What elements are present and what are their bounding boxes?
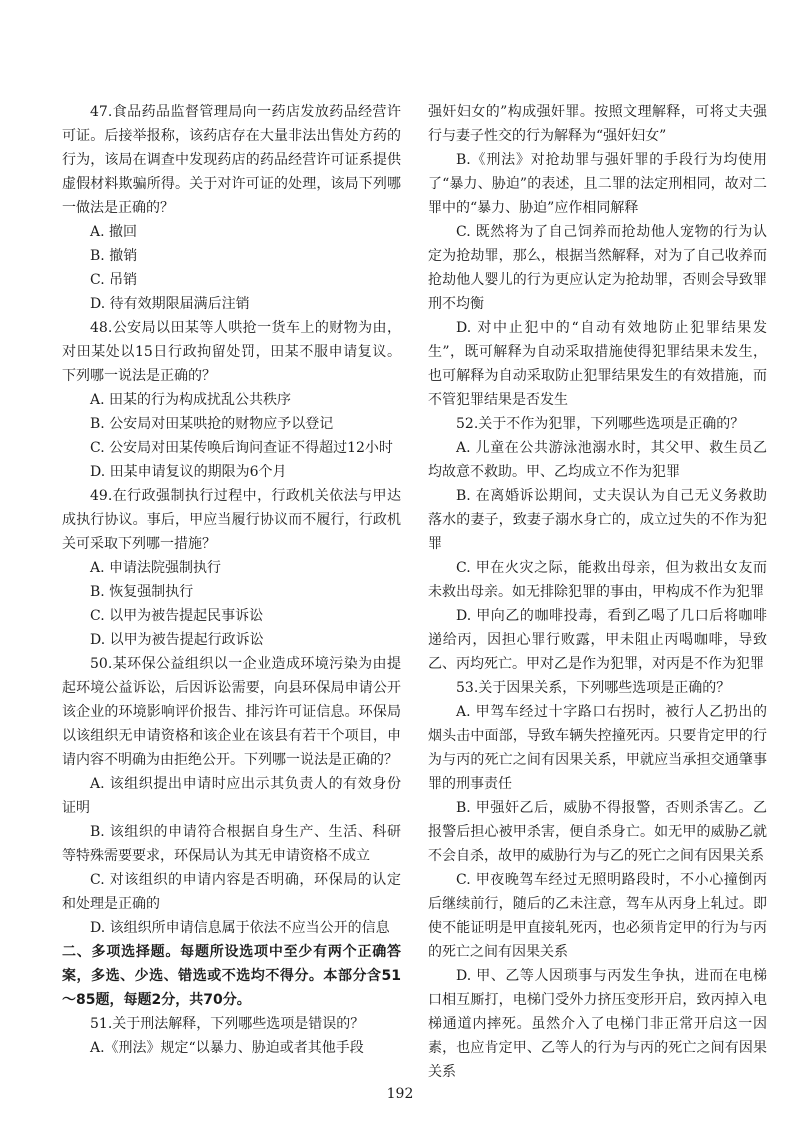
paragraph: D. 该组织所申请信息属于依法不应当公开的信息 — [90, 920, 390, 936]
paragraph: C. 以甲为被告提起民事诉讼 — [90, 608, 264, 624]
paragraph: B. 甲强奸乙后，威胁不得报警，否则杀害乙。乙报警后担心被甲杀害，便自杀身亡。如无甲的威胁乙就不会自杀，故甲的威胁行为与乙的死亡之间有因果关系 — [428, 800, 767, 864]
paragraph: C. 吊销 — [90, 272, 138, 288]
paragraph: C. 甲夜晚驾车经过无照明路段时，不小心撞倒丙后继续前行，随后的乙未注意，驾车从丙身上轧过。即使不能证明是甲直接轧死丙，也必须肯定甲的行为与丙的死亡之间有因果关系 — [428, 872, 767, 960]
paragraph: B. 恢复强制执行 — [90, 584, 194, 600]
paragraph: A. 儿童在公共游泳池溺水时，其父甲、救生员乙均故意不救助。甲、乙均成立不作为犯罪 — [428, 440, 767, 480]
paragraph: B. 在离婚诉讼期间，丈夫误认为自己无义务救助落水的妻子，致妻子溺水身亡的，成立过失的不作为犯罪 — [428, 488, 767, 552]
paragraph: 49.在行政强制执行过程中，行政机关依法与甲达成执行协议。事后，甲应当履行协议而不履行，行政机关可采取下列哪一措施？ — [62, 488, 401, 552]
paragraph: D. 甲向乙的咖啡投毒，看到乙喝了几口后将咖啡递给丙，因担心罪行败露，甲未阻止丙喝咖啡，导致乙、丙均死亡。甲对乙是作为犯罪，对丙是不作为犯罪 — [428, 608, 767, 672]
paragraph: 强奸妇女的”构成强奸罪。按照文理解释，可将丈夫强行与妻子性交的行为解释为“强奸妇女” — [428, 104, 767, 144]
left-column — [62, 100, 401, 1060]
paragraph: D. 甲、乙等人因琐事与丙发生争执，进而在电梯口相互厮打，电梯门受外力挤压变形开启，致丙掉入电梯通道内摔死。虽然介入了电梯门非正常开启这一因素，也应肯定甲、乙等人的行为与丙的死亡之间有因果关系 — [428, 968, 767, 1080]
paragraph: D. 以甲为被告提起行政诉讼 — [90, 632, 264, 648]
paragraph: B.《刑法》对抢劫罪与强奸罪的手段行为均使用了“暴力、胁迫”的表述，且二罪的法定刑相同，故对二罪中的“暴力、胁迫”应作相同解释 — [428, 152, 767, 216]
paragraph: 47.食品药品监督管理局向一药店发放药品经营许可证。后接举报称，该药店存在大量非法出售处方药的行为，该局在调查中发现药店的药品经营许可证系提供虚假材料欺骗所得。关于对许可证的处理，该局下列哪一做法是正确的？ — [62, 104, 401, 216]
paragraph: C. 公安局对田某传唤后询问查证不得超过12小时 — [90, 440, 393, 456]
paragraph: C. 既然将为了自己饲养而抢劫他人宠物的行为认定为抢劫罪，那么，根据当然解释，对为了自己收养而抢劫他人婴儿的行为更应认定为抢劫罪，否则会导致罪刑不均衡 — [428, 224, 767, 312]
paragraph: B. 公安局对田某哄抢的财物应予以登记 — [90, 416, 334, 432]
paragraph: 48.公安局以田某等人哄抢一货车上的财物为由，对田某处以15日行政拘留处罚，田某不服申请复议。下列哪一说法是正确的？ — [62, 320, 401, 384]
paragraph: A.《刑法》规定“以暴力、胁迫或者其他手段 — [90, 1040, 364, 1056]
paragraph: C. 对该组织的申请内容是否明确，环保局的认定和处理是正确的 — [62, 872, 401, 912]
paragraph: 53.关于因果关系，下列哪些选项是正确的？ — [456, 680, 731, 696]
paragraph: A. 撤回 — [90, 224, 138, 240]
paragraph: A. 甲驾车经过十字路口右拐时，被行人乙扔出的烟头击中面部，导致车辆失控撞死丙。只要肯定甲的行为与丙的死亡之间有因果关系，甲就应当承担交通肇事罪的刑事责任 — [428, 704, 767, 792]
right-column — [428, 100, 767, 1084]
paragraph: D. 待有效期限届满后注销 — [90, 296, 250, 312]
paragraph: A. 田某的行为构成扰乱公共秩序 — [90, 392, 292, 408]
paragraph: C. 甲在火灾之际，能救出母亲，但为救出女友而未救出母亲。如无排除犯罪的事由，甲构成不作为犯罪 — [428, 560, 767, 600]
page-number: 192 — [386, 1086, 414, 1102]
paragraph: A. 申请法院强制执行 — [90, 560, 222, 576]
paragraph: 50.某环保公益组织以一企业造成环境污染为由提起环境公益诉讼，后因诉讼需要，向县环保局申请公开该企业的环境影响评价报告、排污许可证信息。环保局以该组织无申请资格和该企业在该县有若干个项目，申请内容不明确为由拒绝公开。下列哪一说法是正确的？ — [62, 656, 401, 768]
paragraph: D. 田某申请复议的期限为6个月 — [90, 464, 287, 480]
paragraph: D. 对中止犯中的“自动有效地防止犯罪结果发生”，既可解释为自动采取措施使得犯罪结果未发生，也可解释为自动采取防止犯罪结果发生的有效措施，而不管犯罪结果是否发生 — [428, 320, 767, 408]
paragraph: B. 该组织的申请符合根据自身生产、生活、科研等特殊需要要求，环保局认为其无申请资格不成立 — [62, 824, 401, 864]
paragraph: 51.关于刑法解释，下列哪些选项是错误的？ — [90, 1016, 365, 1032]
paragraph: A. 该组织提出申请时应出示其负责人的有效身份证明 — [62, 776, 401, 816]
section-heading: 二、多项选择题。每题所设选项中至少有两个正确答案，多选、少选、错选或不选均不得分。本部分含51～85题，每题2分，共70分。 — [62, 944, 401, 1008]
paragraph: B. 撤销 — [90, 248, 138, 264]
paragraph: 52.关于不作为犯罪，下列哪些选项是正确的？ — [456, 416, 745, 432]
